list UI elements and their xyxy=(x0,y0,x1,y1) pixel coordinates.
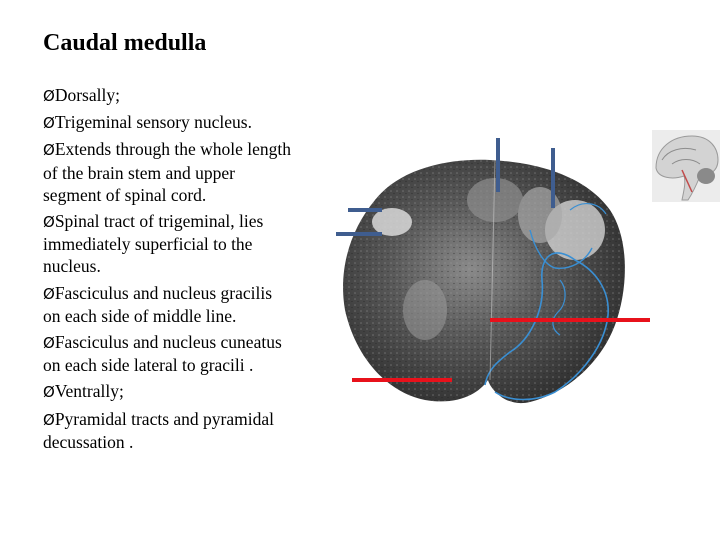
arrow-bullet-icon: Ø xyxy=(43,334,55,353)
trigeminal-nucleus-region xyxy=(372,208,412,236)
bullet-item xyxy=(43,111,293,134)
arrow-bullet-icon: Ø xyxy=(43,383,55,402)
bullet-text: Ventrally; xyxy=(54,381,124,402)
medulla-cross-section-figure xyxy=(330,130,660,420)
bullet-item xyxy=(43,408,293,453)
bullet-text: Pyramidal tracts and pyramidal decussation . xyxy=(43,408,274,452)
bullet-text: Fasciculus and nucleus gracilis on each side of middle line. xyxy=(43,282,273,326)
arrow-bullet-icon: Ø xyxy=(43,284,55,303)
brain-sagittal-inset xyxy=(652,130,720,202)
bullet-text: Spinal tract of trigeminal, lies immediately superficial to the nucleus. xyxy=(43,211,264,277)
bullet-text: Trigeminal sensory nucleus. xyxy=(54,112,252,133)
bullet-item xyxy=(43,380,293,403)
bullet-text: Fasciculus and nucleus cuneatus on each side lateral to gracili . xyxy=(43,332,282,376)
bullet-text: Extends through the whole length of the brain stem and upper segment of spinal cord. xyxy=(43,139,292,205)
bullet-item xyxy=(43,84,293,107)
bullet-item xyxy=(43,138,293,206)
bullet-text: Dorsally; xyxy=(54,85,120,105)
bullet-item xyxy=(43,282,293,327)
arrow-bullet-icon: Ø xyxy=(43,410,55,429)
arrow-bullet-icon: Ø xyxy=(43,87,55,105)
arrow-bullet-icon: Ø xyxy=(43,114,55,133)
bullet-item xyxy=(43,210,293,278)
bullet-item xyxy=(43,331,293,376)
arrow-bullet-icon: Ø xyxy=(43,141,55,160)
arrow-bullet-icon: Ø xyxy=(43,213,55,232)
slide-title: Caudal medulla xyxy=(43,30,207,56)
bullet-list xyxy=(43,84,293,457)
